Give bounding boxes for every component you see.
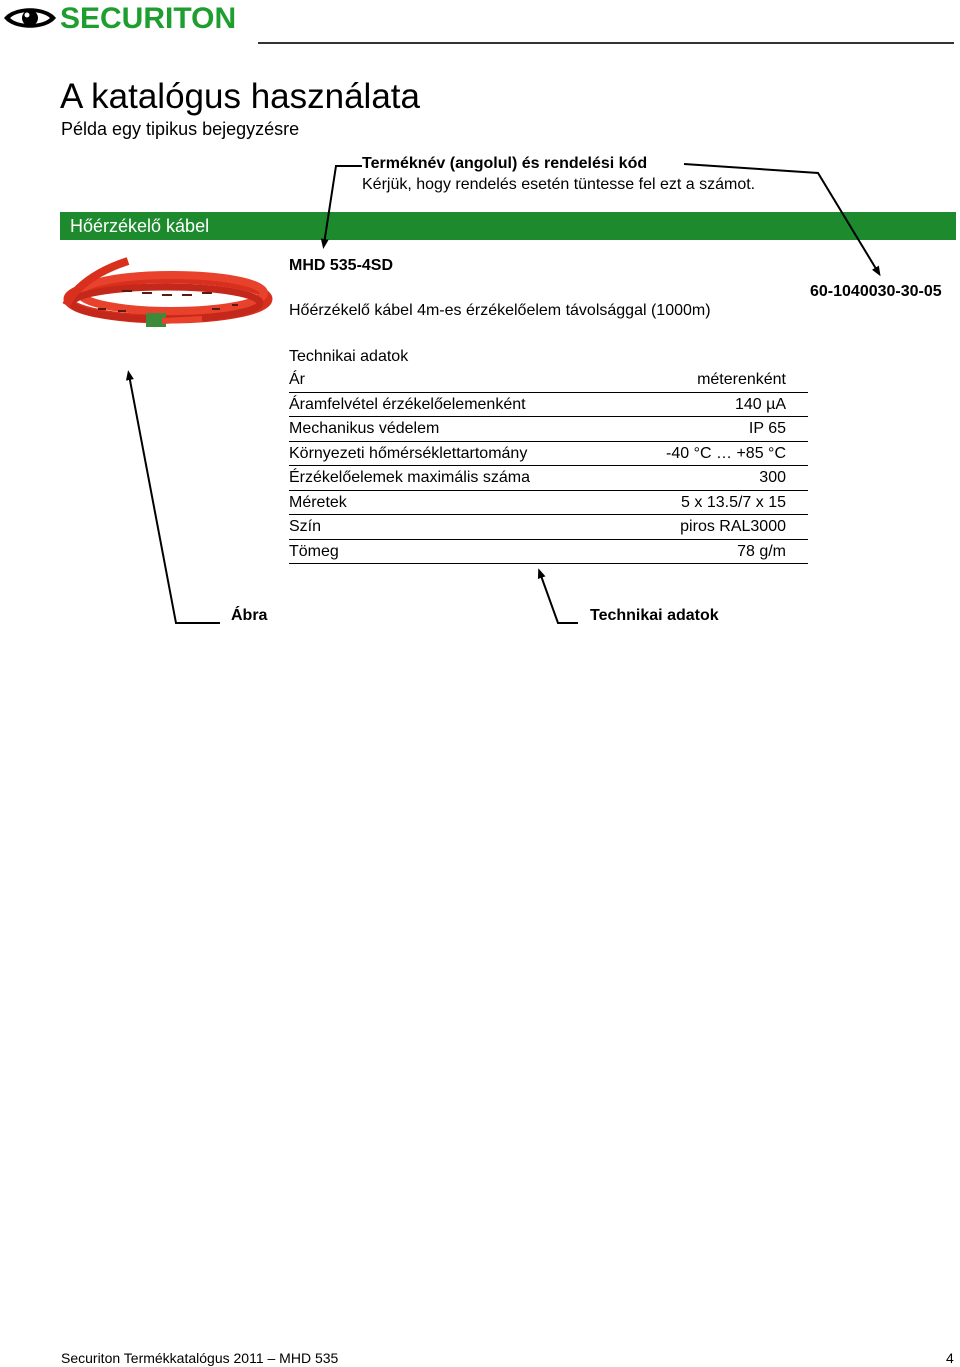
- tech-data-value: 140 µA: [734, 395, 786, 413]
- brand-name: SECURITON: [60, 2, 237, 35]
- category-bar: [60, 212, 956, 240]
- tech-data-heading: Technikai adatok: [289, 348, 409, 365]
- callout-heading: Terméknév (angolul) és rendelési kód: [362, 155, 648, 172]
- tech-data-key: Érzékelőelemek maximális száma: [289, 469, 530, 486]
- tech-data-row: [289, 368, 808, 393]
- tech-data-value: 300: [759, 469, 786, 486]
- tech-data-key: Ár: [289, 371, 305, 388]
- tech-data-row: [289, 515, 808, 540]
- page-number: 4: [946, 1350, 954, 1366]
- red-cable-coil-image: [62, 255, 274, 338]
- tech-data-key: Szín: [289, 518, 322, 535]
- tech-data-row: [289, 442, 808, 467]
- order-code: 60-1040030-30-05: [810, 283, 942, 300]
- tech-data-value: 5 x 13.5/7 x 15: [681, 493, 786, 511]
- product-description: Hőérzékelő kábel 4m-es érzékelőelem távolsággal (1000m): [289, 302, 711, 319]
- tech-data-label: Technikai adatok: [590, 607, 719, 624]
- arrow-to-tech-table: [540, 573, 578, 623]
- page-subtitle: Példa egy tipikus bejegyzésre: [61, 119, 300, 139]
- tech-data-row: [289, 491, 808, 516]
- category-label: Hőérzékelő kábel: [70, 216, 210, 236]
- tech-data-row: [289, 540, 808, 565]
- product-name: MHD 535-4SD: [289, 257, 394, 274]
- arrow-to-image: [129, 375, 220, 623]
- tech-data-row: [289, 466, 808, 491]
- tech-data-key: Tömeg: [289, 542, 339, 560]
- tech-data-row: [289, 393, 808, 418]
- tech-data-key: Környezeti hőmérséklettartomány: [289, 444, 528, 462]
- tech-data-value: piros RAL3000: [680, 518, 786, 535]
- tech-data-value: IP 65: [748, 420, 786, 437]
- tech-data-value: -40 °C … +85 °C: [666, 444, 786, 462]
- page-title: A katalógus használata: [60, 77, 420, 116]
- eye-icon: [2, 2, 58, 34]
- tech-data-value: méterenként: [697, 371, 786, 388]
- tech-data-value: 78 g/m: [737, 542, 786, 560]
- tech-data-key: Áramfelvétel érzékelőelemenként: [289, 395, 526, 413]
- figure-label: Ábra: [231, 607, 268, 624]
- tech-data-row: [289, 417, 808, 442]
- footer-text: Securiton Termékkatalógus 2011 – MHD 535: [61, 1350, 339, 1366]
- tech-data-key: Mechanikus védelem: [289, 420, 440, 437]
- header-rule: [258, 42, 954, 44]
- tech-data-key: Méretek: [289, 493, 347, 511]
- callout-text: Kérjük, hogy rendelés esetén tüntesse fel ezt a számot.: [362, 176, 756, 193]
- tech-data-table: [289, 368, 808, 564]
